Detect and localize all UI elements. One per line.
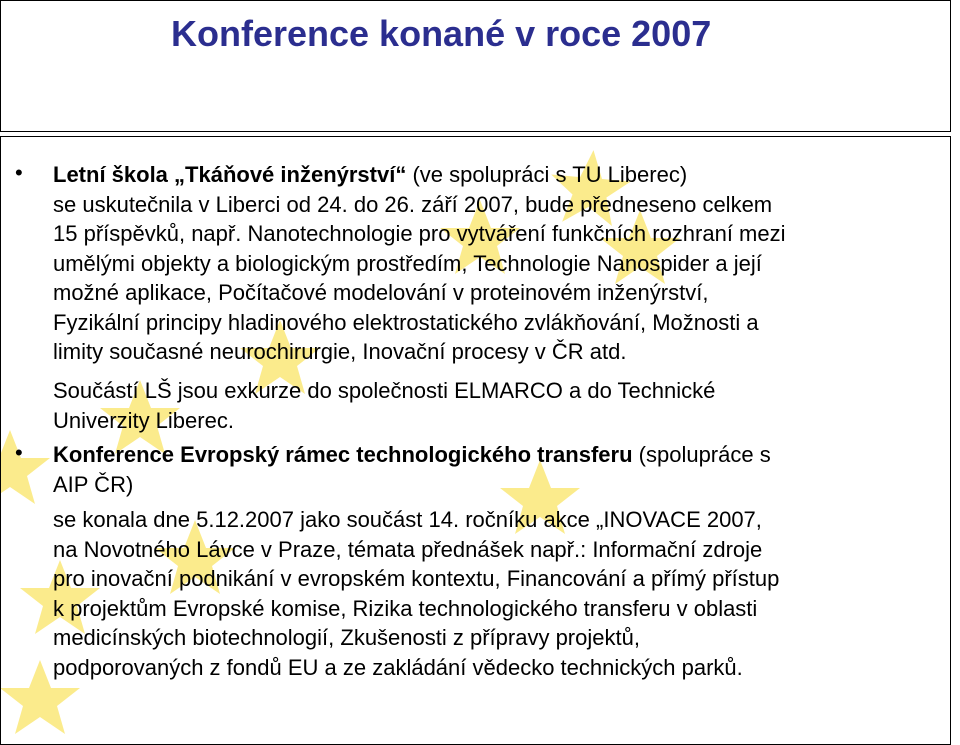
item-2-detail-line: medicínských biotechnologií, Zkušenosti z přípravy projektů, — [53, 625, 640, 650]
bullet-icon: • — [15, 160, 23, 185]
item-2-detail-line: se konala dne 5.12.2007 jako součást 14. ročníku akce „INOVACE 2007, — [53, 507, 762, 532]
item-2-line: Konference Evropský rámec technologického transferu (spolupráce s — [53, 442, 771, 467]
bullet-icon: • — [15, 440, 23, 465]
item-1-line: se uskutečnila v Liberci od 24. do 26. září 2007, bude předneseno celkem — [53, 191, 773, 217]
item-2-detail-line: na Novotného Lávce v Praze, témata přednášek např.: Informační zdroje — [53, 536, 763, 562]
item-2-detail-line: podporovaných z fondů EU a ze zakládání vědecko technických parků. — [53, 654, 743, 680]
item-1-line: 15 příspěvků, např. Nanotechnologie pro vytváření funkčních rozhraní mezi — [53, 221, 786, 246]
item-1-note — [53, 376, 715, 435]
item-2 — [53, 440, 771, 499]
item-1-note-line: Součástí LŠ jsou exkurze do společnosti ELMARCO a do Technické — [53, 378, 716, 403]
item-1-line: umělými objekty a biologickým prostředím, Technologie Nanospider a její — [53, 250, 762, 276]
slide-title: Konference konané v roce 2007 — [171, 13, 712, 54]
item-2-detail-line: k projektům Evropské komise, Rizika technologického transferu v oblasti — [53, 595, 758, 621]
item-1-line: limity současné neurochirurgie, Inovační procesy v ČR atd. — [53, 339, 627, 364]
item-1-line: Fyzikální principy hladinového elektrostatického zvlákňování, Možnosti a — [53, 309, 759, 335]
item-1 — [53, 160, 786, 367]
item-1-line: Letní škola „Tkáňové inženýrství“ (ve spolupráci s TU Liberec) — [53, 162, 688, 187]
title-box — [0, 0, 951, 132]
item-1-note-line: Univerzity Liberec. — [53, 407, 234, 433]
item-1-line: možné aplikace, Počítačové modelování v proteinovém inženýrství, — [53, 280, 709, 305]
item-2-detail-line: pro inovační podnikání v evropském kontextu, Financování a přímý přístup — [53, 566, 780, 591]
item-2-details — [53, 505, 779, 682]
item-2-line: AIP ČR) — [53, 471, 134, 497]
